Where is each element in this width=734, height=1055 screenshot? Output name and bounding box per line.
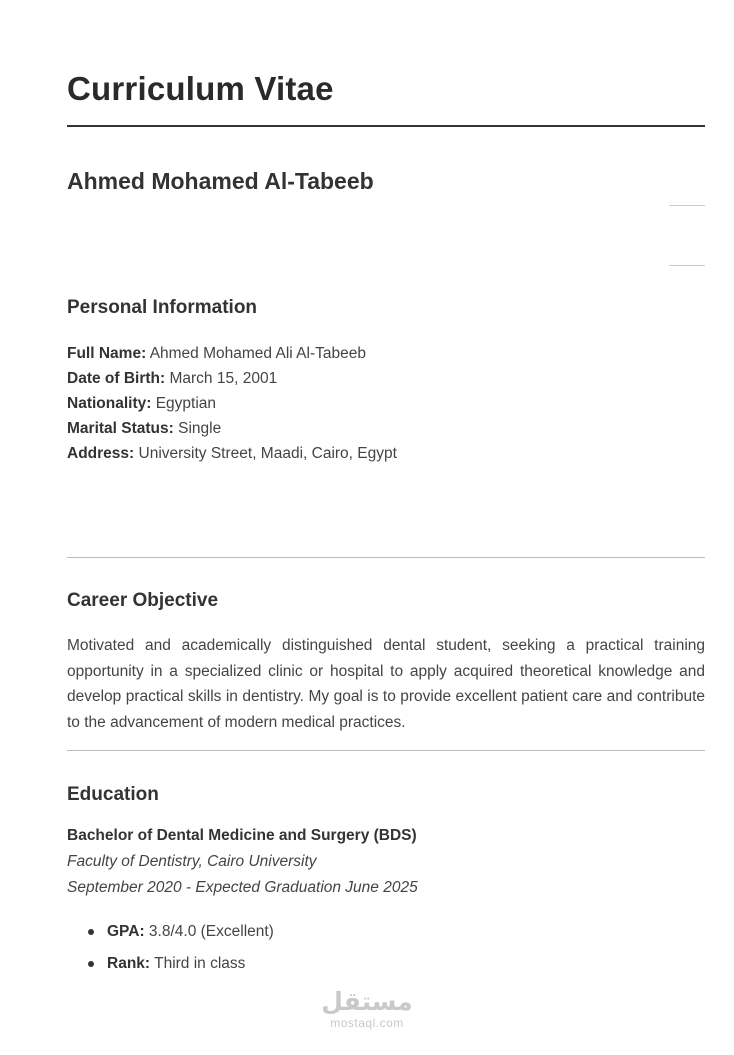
bullet-icon <box>88 961 94 967</box>
personal-info-heading: Personal Information <box>67 297 258 318</box>
info-label: Full Name: <box>67 345 147 362</box>
degree-title: Bachelor of Dental Medicine and Surgery (BDS) <box>67 827 417 844</box>
watermark-latin: mostaql.com <box>330 1016 404 1030</box>
document-title: Curriculum Vitae <box>67 70 334 107</box>
info-item-nationality <box>67 391 397 416</box>
bullet-icon <box>88 929 94 935</box>
section-divider <box>67 750 705 751</box>
info-value: March 15, 2001 <box>169 370 278 387</box>
info-value: Egyptian <box>155 395 217 412</box>
highlight-value: Third in class <box>154 955 246 972</box>
highlight-label: Rank: <box>107 955 151 972</box>
career-objective-text: Motivated and academically distinguished dental student, seeking a practical training opportunity in a specialized clinic or hospital to apply acquired theoretical knowledge and develop practical skills in dentistry. My goal is to provide excellent patient care and contribute to the advancement of modern medical practices. <box>67 637 705 731</box>
list-item <box>67 919 274 951</box>
info-item-marital-status <box>67 416 397 441</box>
candidate-name: Ahmed Mohamed Al-Tabeeb <box>67 168 374 194</box>
watermark-arabic: مستقل <box>321 987 413 1016</box>
info-label: Date of Birth: <box>67 370 166 387</box>
section-divider <box>67 557 705 558</box>
highlight-value: 3.8/4.0 (Excellent) <box>148 923 274 940</box>
info-value: Ahmed Mohamed Ali Al-Tabeeb <box>149 345 366 362</box>
title-divider <box>67 125 705 127</box>
mostaql-watermark <box>300 988 434 1030</box>
info-value: University Street, Maadi, Cairo, Egypt <box>138 445 397 462</box>
career-objective-heading: Career Objective <box>67 590 219 611</box>
institution: Faculty of Dentistry, Cairo University <box>67 853 317 870</box>
info-label: Nationality: <box>67 395 152 412</box>
info-label: Marital Status: <box>67 420 174 437</box>
study-period: September 2020 - Expected Graduation June 2025 <box>67 879 418 896</box>
short-divider-1 <box>669 205 705 206</box>
education-heading: Education <box>67 784 159 805</box>
education-highlights <box>67 919 274 983</box>
info-label: Address: <box>67 445 135 462</box>
short-divider-2 <box>669 265 705 266</box>
info-item-address <box>67 441 397 466</box>
personal-info-list <box>67 341 397 466</box>
list-item <box>67 951 274 983</box>
info-value: Single <box>178 420 222 437</box>
info-item-full-name <box>67 341 397 366</box>
info-item-date-of-birth <box>67 366 397 391</box>
highlight-label: GPA: <box>107 923 145 940</box>
